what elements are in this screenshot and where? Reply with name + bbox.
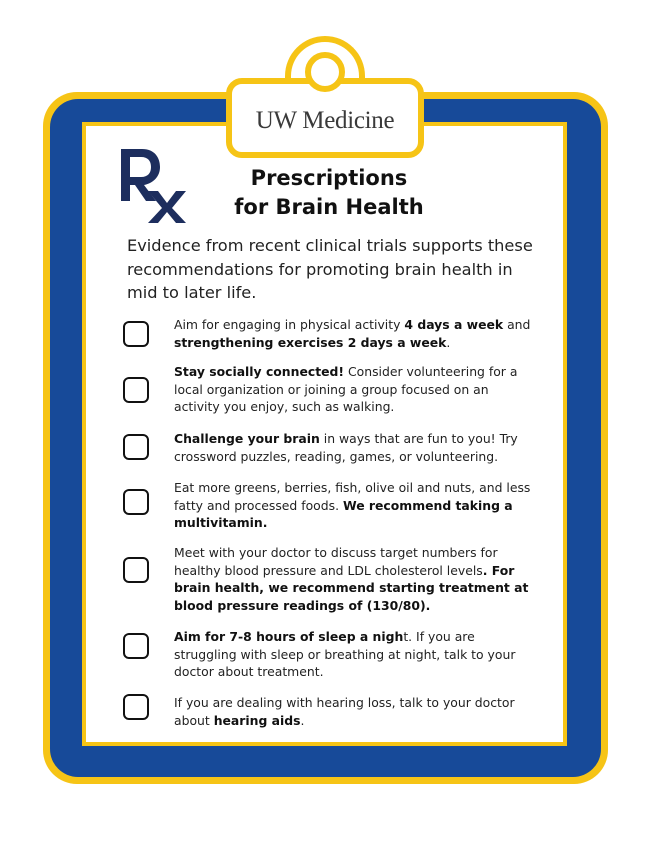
item-bold-text: Aim for 7-8 hours of sleep a nigh xyxy=(174,629,404,644)
uw-medicine-logo: UW Medicine xyxy=(255,107,395,134)
checkbox[interactable] xyxy=(123,377,149,403)
checkbox[interactable] xyxy=(123,489,149,515)
item-text xyxy=(174,479,534,532)
item-plain-text: in ways that are fun to you! Try crossword puzzles, reading, games, or volunteering. xyxy=(174,431,518,464)
item-text xyxy=(174,544,534,614)
item-plain-text: and xyxy=(503,317,531,332)
item-bold-text: 4 days a week xyxy=(404,317,504,332)
title-line-2: for Brain Health xyxy=(234,195,424,219)
item-plain-text: Meet with your doctor to discuss target numbers for healthy blood pressure and LDL cholesterol levels xyxy=(174,545,498,578)
item-plain-text: . xyxy=(300,712,305,728)
item-bold-text: Stay socially connected! xyxy=(174,364,345,379)
item-bold-text: strengthening exercises 2 days a week xyxy=(174,334,447,350)
checkbox[interactable] xyxy=(123,694,149,720)
item-plain-text: Aim for engaging in physical activity xyxy=(174,317,405,332)
clip-hole-icon xyxy=(305,52,345,92)
item-plain-text: t. If you are struggling with sleep or breathing at night, talk to your doctor about treatment. xyxy=(174,629,516,680)
item-plain-text: Eat more greens, berries, fish, olive oil and nuts, and less fatty and processed foods. xyxy=(174,480,531,513)
rx-icon xyxy=(118,143,188,225)
item-plain-text: . xyxy=(446,334,451,350)
checkbox[interactable] xyxy=(123,557,149,583)
intro-paragraph: Evidence from recent clinical trials supports these recommendations for promoting brain health in mid to later life. xyxy=(127,236,533,302)
checkbox[interactable] xyxy=(123,434,149,460)
item-text xyxy=(174,363,534,416)
item-bold-text: We recommend taking a multivitamin. xyxy=(174,497,513,531)
page-title xyxy=(200,164,458,222)
title-line-1: Prescriptions xyxy=(250,166,408,190)
item-text xyxy=(174,628,534,681)
item-plain-text: Consider volunteering for a local organization or joining a group focused on an activity you enjoy, such as walking. xyxy=(174,364,518,415)
item-text xyxy=(174,430,534,465)
item-plain-text: If you are dealing with hearing loss, talk to your doctor about xyxy=(174,695,515,728)
checkbox[interactable] xyxy=(123,321,149,347)
item-bold-text: . For brain health, we recommend starting treatment at blood pressure readings of (130/80). xyxy=(174,562,529,613)
item-bold-text: hearing aids xyxy=(213,712,301,728)
checkbox[interactable] xyxy=(123,633,149,659)
item-text xyxy=(174,694,534,729)
item-text xyxy=(174,316,534,351)
item-bold-text: Challenge your brain xyxy=(174,431,320,446)
